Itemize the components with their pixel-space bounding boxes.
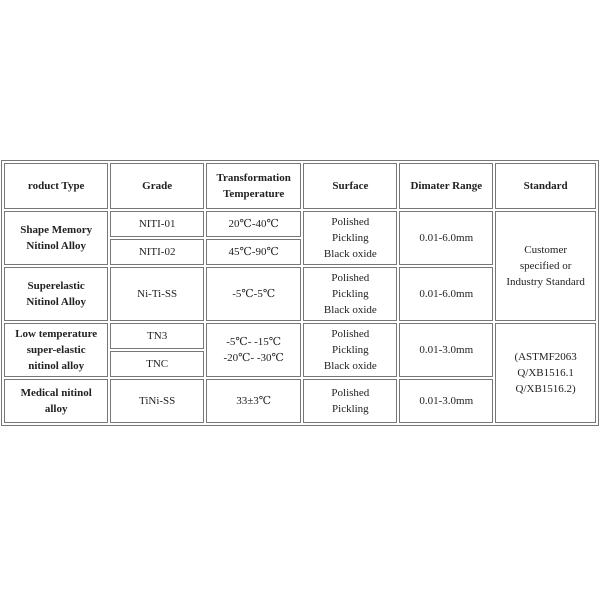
temperature-cell: 20℃-40℃ — [206, 211, 301, 237]
product-type-cell — [4, 211, 108, 265]
surface-line: Polished — [331, 387, 370, 399]
grade-cell: TiNi-SS — [110, 379, 204, 423]
surface-line: Pickling — [332, 403, 369, 415]
header-product-type: roduct Type — [4, 163, 108, 209]
grade-cell: TN3 — [110, 323, 204, 349]
table-row — [4, 211, 596, 237]
diameter-range-cell: 0.01-6.0mm — [399, 267, 493, 321]
diameter-range-cell: 0.01-6.0mm — [399, 211, 493, 265]
product-type-cell — [4, 379, 108, 423]
grade-cell: NITI-02 — [110, 239, 204, 265]
surface-line: Pickling — [332, 344, 369, 356]
standard-line: Q/XB1516.2) — [515, 383, 576, 395]
header-transformation-temperature-text: Transformation Temperature — [216, 172, 291, 200]
standard-line: (ASTMF2063 — [514, 351, 577, 363]
surface-cell — [303, 379, 397, 423]
standard-line: Q/XB1516.1 — [517, 367, 574, 379]
surface-line: Polished — [331, 272, 370, 284]
product-type-line: Shape Memory — [20, 224, 93, 236]
temperature-line: -20℃- -30℃ — [223, 352, 284, 364]
surface-line: Black oxide — [323, 360, 377, 372]
product-type-line: Medical nitinol — [20, 387, 92, 399]
diameter-range-cell: 0.01-3.0mm — [399, 379, 493, 423]
header-surface: Surface — [303, 163, 397, 209]
surface-line: Polished — [331, 328, 370, 340]
grade-cell: TNC — [110, 351, 204, 377]
product-type-line: Low temperature — [15, 328, 98, 340]
product-type-line: super-elastic — [26, 344, 86, 356]
product-type-line: Nitinol Alloy — [26, 240, 86, 252]
temperature-cell: -5℃-5℃ — [206, 267, 301, 321]
surface-line: Polished — [331, 216, 370, 228]
header-standard: Standard — [495, 163, 596, 209]
standard-line: Industry Standard — [506, 276, 585, 288]
diameter-range-cell: 0.01-3.0mm — [399, 323, 493, 377]
product-table — [1, 160, 599, 426]
surface-cell — [303, 211, 397, 265]
standard-cell — [495, 323, 596, 423]
product-table-wrapper — [0, 160, 600, 426]
product-type-cell — [4, 323, 108, 377]
surface-line: Pickling — [332, 232, 369, 244]
table-row — [4, 323, 596, 349]
temperature-cell: 33±3℃ — [206, 379, 301, 423]
surface-cell — [303, 267, 397, 321]
grade-cell: NITI-01 — [110, 211, 204, 237]
surface-line: Pickling — [332, 288, 369, 300]
surface-cell — [303, 323, 397, 377]
grade-cell: Ni-Ti-SS — [110, 267, 204, 321]
standard-line: Customer — [524, 244, 568, 256]
product-type-line: nitinol alloy — [28, 360, 85, 372]
standard-cell — [495, 211, 596, 321]
header-transformation-temperature — [206, 163, 301, 209]
standard-line: specified or — [519, 260, 572, 272]
header-diameter-range: Dimater Range — [399, 163, 493, 209]
header-row — [4, 163, 596, 209]
temperature-line: -5℃- -15℃ — [226, 336, 282, 348]
surface-line: Black oxide — [323, 248, 377, 260]
header-grade: Grade — [110, 163, 204, 209]
surface-line: Black oxide — [323, 304, 377, 316]
product-type-line: Superelastic — [27, 280, 85, 292]
temperature-cell: 45℃-90℃ — [206, 239, 301, 265]
temperature-cell — [206, 323, 301, 377]
product-type-line: alloy — [44, 403, 68, 415]
product-type-cell — [4, 267, 108, 321]
product-type-line: Nitinol Alloy — [26, 296, 86, 308]
